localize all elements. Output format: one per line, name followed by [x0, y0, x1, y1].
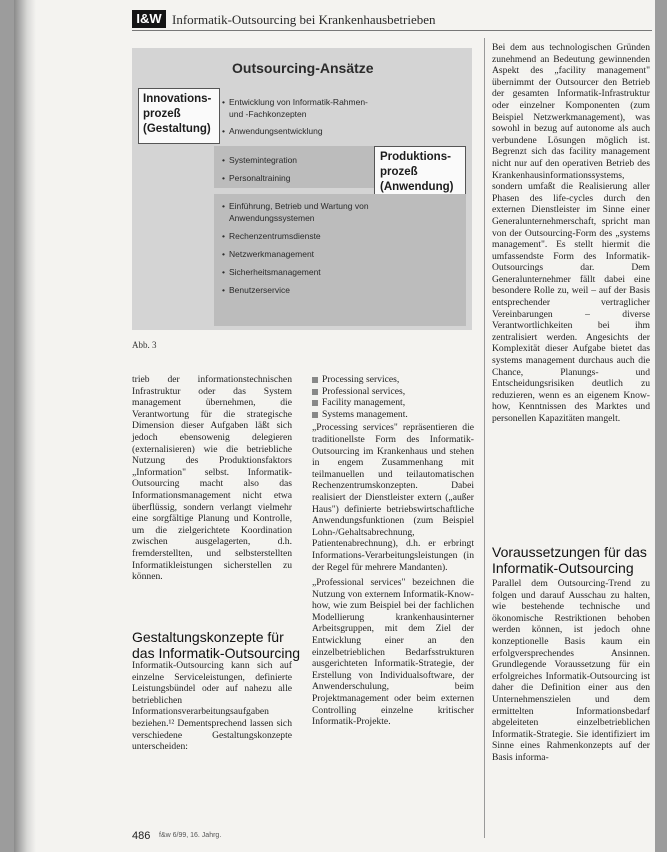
production-list	[222, 200, 382, 302]
body-paragraph: Informatik-Outsourcing kann sich auf einzelne Serviceleistungen, definierte Leistungsbündel oder auf nahezu alle betrieblichen Informationsverarbeitungsaufgaben beziehen.¹² Dementsprechend lassen sich verschiedene Gestaltungskonzepte unterscheiden:	[132, 660, 292, 753]
figure-list-item: • Anwendungsentwicklung	[222, 125, 372, 137]
list-item: Professional services,	[312, 386, 474, 398]
column-right-top	[492, 42, 650, 425]
figure-list-item: • Benutzerservice	[222, 284, 382, 296]
list-item: Facility management,	[312, 397, 474, 409]
production-process-box: Produktions- prozeß (Anwendung)	[374, 146, 466, 198]
figure-list-item: • Netzwerkmanagement	[222, 248, 382, 260]
column-rule	[484, 38, 485, 838]
innovation-process-box: Innovations- prozeß (Gestaltung)	[138, 88, 220, 144]
body-paragraph: Parallel dem Outsourcing-Trend zu folgen und darauf Ausschau zu halten, wie bestehende technische und ökonomische Restriktionen behoben werden können, ist jedoch ohne konzeptionelle Basis kaum ein erfolgversprechendes Ansinnen. Grundlegende Voraussetzung für ein erfolgreiches Informatik-Outsourcing ist daher die Definition einer aus den Unternehmenszielen und dem ermittelten Informationsbedarf abgeleiteten einzelbetrieblichen Informatik-Strategie. Sie identifiziert im Sinne eines Rahmenkonzepts auf der Basis informa-	[492, 578, 650, 763]
services-list	[312, 374, 474, 420]
section-heading-concepts: Gestaltungskonzepte für das Informatik-Outsourcing	[132, 629, 301, 661]
page-number: 486	[132, 830, 151, 842]
running-header: Informatik-Outsourcing bei Krankenhausbetrieben	[172, 12, 436, 27]
header-rule	[132, 30, 652, 31]
figure-list-item: • Systemintegration	[222, 154, 372, 166]
figure-list-item: • Entwicklung von Informatik-Rahmen- und -Fachkonzepten	[222, 96, 372, 120]
section-heading-prerequisites: Voraussetzungen für das Informatik-Outsourcing	[492, 544, 647, 576]
list-item: Systems management.	[312, 409, 474, 421]
shared-list	[222, 154, 372, 190]
body-paragraph: Bei dem aus technologischen Gründen zunehmend an Bedeutung gewinnenden Aspekt des „facility management" übernimmt der Outsourcer den Betrieb der gesamten Informatik-Infrastruktur oder einzelner Komponenten (zum Beispiel Netzwerkmanagement), was sowohl in bezug auf autonome als auch verbundene Lösungen möglich ist. Begrenzt sich das facility management nicht nur auf den operativen Betrieb des Krankenhausinformationssystems, sondern umfaßt die Realisierung aller Phasen des life-cycles durch den externen Dienstleister im Sinne einer Generalunternehmerschaft, spricht man von der Outsourcing-Form des „systems management". Es stellt hiermit die umfassendste Form des Informatik-Outsourcings dar. Dem Generalunternehmer fällt dabei eine besondere Rolle zu, weil – auf der Basis entsprechender vertraglicher Vereinbarungen – diverse Verantwortlichkeiten bei ihm zentralisiert werden. Angesichts der Komplexität dieser Aufgabe bietet das systems management durchaus auch die Chance, Planungs- und Entscheidungsrisiken deutlich zu reduzieren, wenn es an eigenem Know-how, Kenntnissen des Marktes und personellen Kapazitäten mangelt.	[492, 42, 650, 424]
column-right-bottom	[492, 578, 650, 764]
body-paragraph: „Professional services" bezeichnen die Nutzung von externem Informatik-Know-how, wie zum Beispiel bei der fachlichen Modellierung krankenhausinterner Arbeitsgruppen, mit dem Ziel der Entwicklung einer an den einzelbetrieblichen Bedarfsstrukturen ausgerichteten Informatik-Strategie, der Erstellung von Individualsoftware, der Anwenderschulung, beim Projektmanagement oder beim externen Controlling einzelne kritischer Informatik-Projekte.	[312, 577, 474, 728]
magazine-logo: I&W	[132, 10, 166, 28]
figure-caption: Abb. 3	[132, 340, 157, 350]
innovation-list	[222, 96, 372, 142]
figure-list-item: • Sicherheitsmanagement	[222, 266, 382, 278]
figure-list-item: • Einführung, Betrieb und Wartung von Anwendungssystemen	[222, 200, 382, 224]
page-gutter-shadow	[14, 0, 36, 852]
outsourcing-figure	[132, 48, 472, 330]
column-left-bottom	[132, 660, 292, 753]
figure-list-item: • Rechenzentrumsdienste	[222, 230, 382, 242]
magazine-page	[14, 0, 655, 852]
footer-source: f&w 6/99, 16. Jahrg.	[159, 832, 222, 839]
list-item: Processing services,	[312, 374, 474, 386]
body-paragraph: trieb der informationstechnischen Infrastruktur oder das System management übernehmen, die Verantwortung für die strategische Dimension dieser Aufgaben läßt sich jedoch ebensowenig delegieren (externalisieren) wie die betriebliche Nutzung des Produktionsfaktors „Information" selbst. Informatik-Outsourcing macht also das Informationsmanagement nicht etwa überflüssig, sondern verlangt vielmehr eine sorgfältige Planung und Kontrolle, um die zielgerichtete Koordination zwischen ausgelagerten, d.h. fremderstellten, und selbsterstellten Informatikleistungen sicherstellen zu können.	[132, 374, 292, 583]
figure-list-item: • Personaltraining	[222, 172, 372, 184]
column-left-top	[132, 374, 292, 583]
figure-title: Outsourcing-Ansätze	[232, 60, 374, 76]
column-middle	[312, 374, 474, 732]
body-paragraph: „Processing services" repräsentieren die traditionellste Form des Informatik-Outsourcing im Krankenhaus und stehen in engem Zusammenhang mit teilmanuellen und teilautomatischen Rechenzentrumskonzepten. Dabei realisiert der Dienstleister extern („außer Haus") definierte betriebswirtschaftliche Anwendungsfunktionen (zum Beispiel Lohn-/Gehaltsabrechnung, Patientenabrechnung), d.h. er erbringt Informations-Verarbeitungsleistungen (in der Regel für mehrere Mandanten).	[312, 422, 474, 573]
